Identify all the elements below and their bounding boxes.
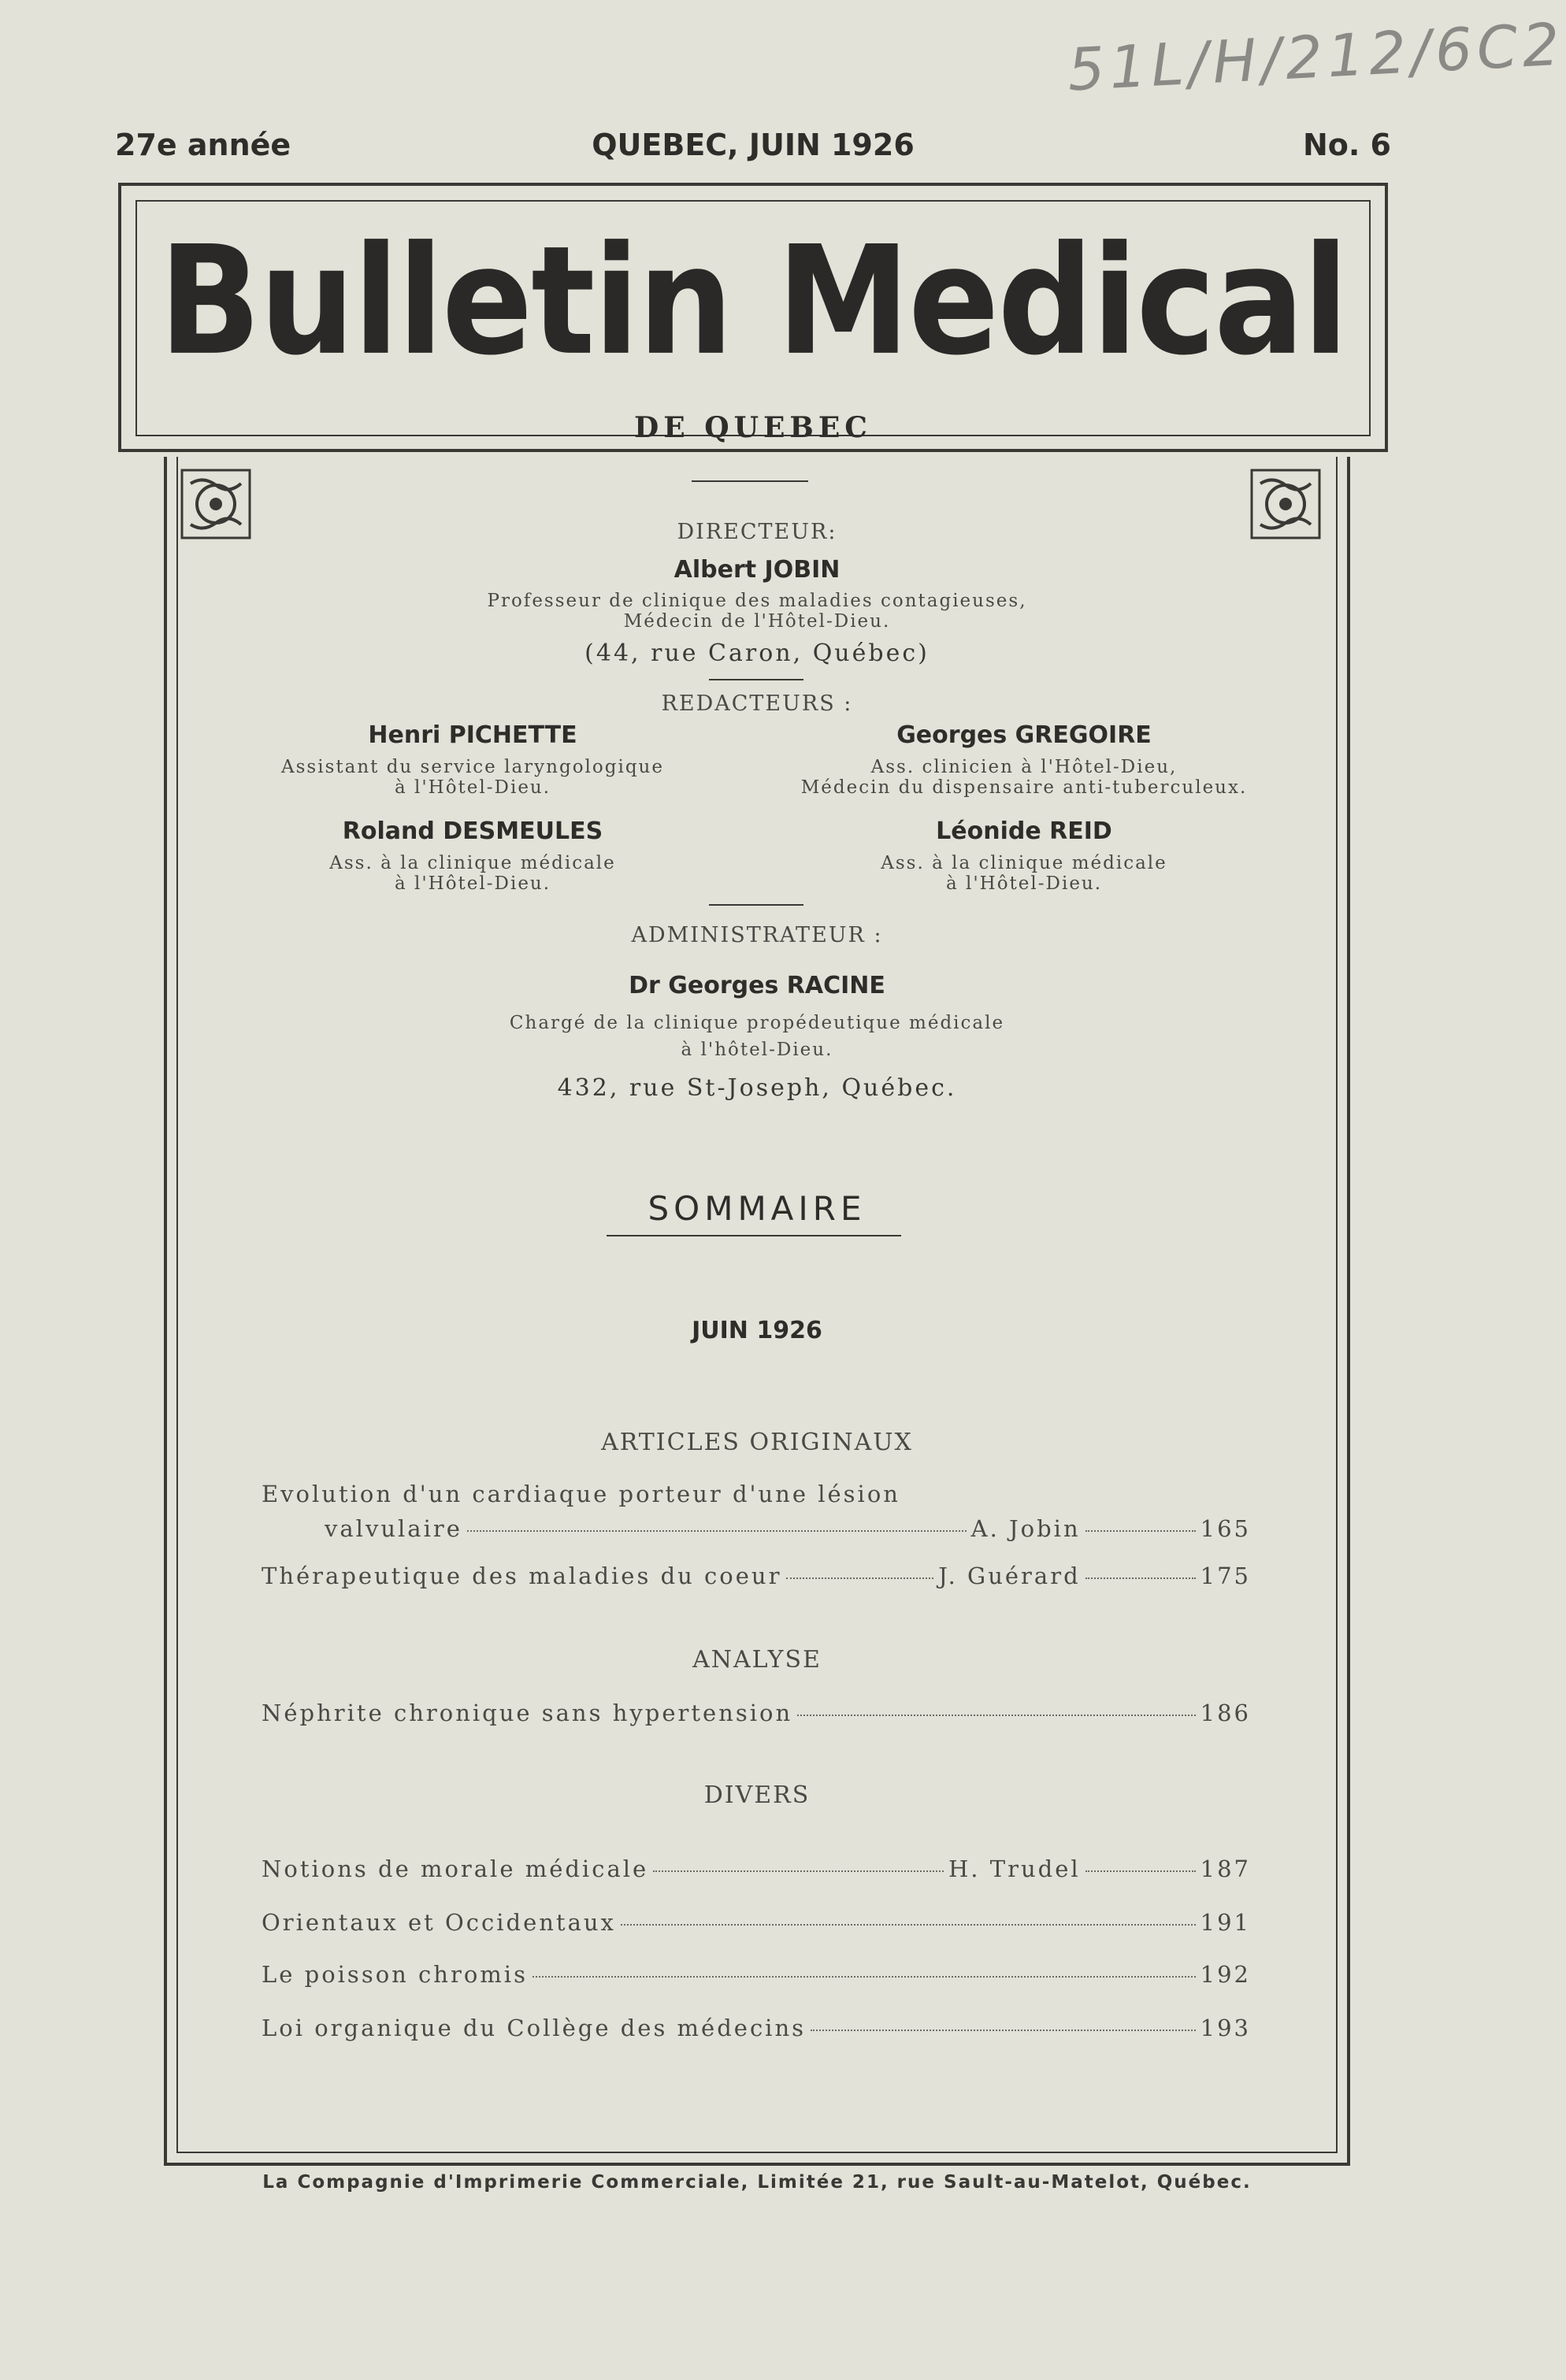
dot-leader bbox=[1085, 1530, 1196, 1532]
divider bbox=[692, 480, 808, 482]
redacteur-title-line2: à l'Hôtel-Dieu. bbox=[394, 873, 551, 894]
dot-leader bbox=[797, 1715, 1195, 1716]
directeur-title-line2: Médecin de l'Hôtel-Dieu. bbox=[623, 611, 891, 632]
issue-number: No. 6 bbox=[1302, 128, 1391, 162]
divider bbox=[709, 904, 803, 906]
redacteurs-label: REDACTEURS : bbox=[661, 691, 853, 716]
redacteur-title-line1: Ass. à la clinique médicale bbox=[881, 853, 1167, 873]
issue-header bbox=[115, 128, 1391, 175]
dot-leader bbox=[653, 1870, 944, 1872]
sommaire-underline bbox=[607, 1235, 901, 1236]
redacteur-title-line1: Ass. clinicien à l'Hôtel-Dieu, bbox=[870, 757, 1178, 777]
toc-item bbox=[262, 1855, 1251, 1887]
section-heading: ARTICLES ORIGINAUX bbox=[601, 1429, 913, 1456]
redacteur-block bbox=[236, 721, 709, 798]
toc-item-page: 191 bbox=[1200, 1909, 1251, 1936]
redacteur-block bbox=[756, 817, 1292, 894]
section-heading: ANALYSE bbox=[692, 1646, 822, 1674]
directeur-label: DIRECTEUR: bbox=[677, 520, 837, 544]
toc-item-author: H. Trudel bbox=[948, 1855, 1081, 1882]
year-label: 27e année bbox=[115, 128, 291, 162]
toc-item-title-line1: Evolution d'un cardiaque porteur d'une lésion bbox=[262, 1481, 900, 1507]
redacteur-name: Henri PICHETTE bbox=[368, 721, 577, 749]
masthead-title: Bulletin Medical bbox=[158, 214, 1348, 389]
section-heading: DIVERS bbox=[703, 1781, 811, 1809]
redacteur-block bbox=[236, 817, 709, 894]
administrateur-label: ADMINISTRATEUR : bbox=[631, 923, 883, 947]
toc-item-page: 165 bbox=[1200, 1515, 1251, 1542]
dot-leader bbox=[1085, 1577, 1196, 1579]
redacteur-title-line2: à l'Hôtel-Dieu. bbox=[394, 777, 551, 798]
dot-leader bbox=[621, 1924, 1196, 1926]
administrateur-title-line2: à l'hôtel-Dieu. bbox=[681, 1040, 833, 1060]
toc-item bbox=[262, 1563, 1251, 1594]
administrateur-title-line1: Chargé de la clinique propédeutique médicale bbox=[509, 1013, 1005, 1033]
sommaire-month: JUIN 1926 bbox=[692, 1317, 822, 1344]
redacteur-title-line2: Médecin du dispensaire anti-tuberculeux. bbox=[800, 777, 1248, 798]
redacteur-title-line2: à l'Hôtel-Dieu. bbox=[945, 873, 1103, 894]
directeur-title-line1: Professeur de clinique des maladies contagieuses, bbox=[487, 591, 1027, 611]
toc-item-author: A. Jobin bbox=[970, 1515, 1081, 1542]
toc-item-page: 193 bbox=[1200, 2015, 1251, 2041]
toc-item-title: Loi organique du Collège des médecins bbox=[262, 2015, 807, 2041]
dot-leader bbox=[1085, 1870, 1196, 1872]
dot-leader bbox=[811, 2030, 1196, 2031]
toc-item-author: J. Guérard bbox=[938, 1563, 1081, 1589]
sommaire-title: SOMMAIRE bbox=[648, 1189, 866, 1228]
toc-item-title: Orientaux et Occidentaux bbox=[262, 1909, 616, 1936]
divider bbox=[709, 679, 803, 680]
toc-item-page: 187 bbox=[1200, 1855, 1251, 1882]
redacteur-title-line1: Ass. à la clinique médicale bbox=[329, 853, 616, 873]
redacteur-name: Roland DESMEULES bbox=[342, 817, 603, 845]
toc-item-title: valvulaire bbox=[325, 1515, 462, 1542]
toc-item-title: Notions de morale médicale bbox=[262, 1855, 649, 1882]
administrateur-address: 432, rue St-Joseph, Québec. bbox=[557, 1074, 957, 1102]
toc-item-page: 186 bbox=[1200, 1700, 1251, 1726]
toc-item bbox=[262, 1909, 1251, 1941]
toc-item-page: 175 bbox=[1200, 1563, 1251, 1589]
toc-item-title: Thérapeutique des maladies du coeur bbox=[262, 1563, 782, 1589]
toc-item bbox=[262, 1961, 1251, 1993]
redacteur-block bbox=[756, 721, 1292, 798]
dot-leader bbox=[467, 1530, 967, 1532]
dot-leader bbox=[786, 1577, 933, 1579]
toc-item-title: Le poisson chromis bbox=[262, 1961, 528, 1988]
redacteur-name: Georges GREGOIRE bbox=[896, 721, 1152, 749]
toc-item bbox=[262, 2015, 1251, 2046]
redacteur-title-line1: Assistant du service laryngologique bbox=[281, 757, 664, 777]
toc-item bbox=[262, 1700, 1251, 1731]
dot-leader bbox=[533, 1976, 1196, 1978]
toc-item-title: Néphrite chronique sans hypertension bbox=[262, 1700, 793, 1726]
administrateur-name: Dr Georges RACINE bbox=[629, 972, 885, 999]
directeur-name: Albert JOBIN bbox=[674, 556, 841, 584]
handwritten-shelf-mark: 51L/H/212/6C2 bbox=[1066, 10, 1566, 105]
directeur-address: (44, rue Caron, Québec) bbox=[584, 639, 930, 667]
masthead-subtitle: DE QUEBEC bbox=[634, 411, 872, 444]
toc-item-page: 192 bbox=[1200, 1961, 1251, 1988]
redacteur-name: Léonide REID bbox=[936, 817, 1112, 845]
place-date: QUEBEC, JUIN 1926 bbox=[592, 128, 915, 162]
toc-item bbox=[262, 1515, 1251, 1547]
printer-imprint: La Compagnie d'Imprimerie Commerciale, Limitée 21, rue Sault-au-Matelot, Québec. bbox=[262, 2172, 1252, 2193]
